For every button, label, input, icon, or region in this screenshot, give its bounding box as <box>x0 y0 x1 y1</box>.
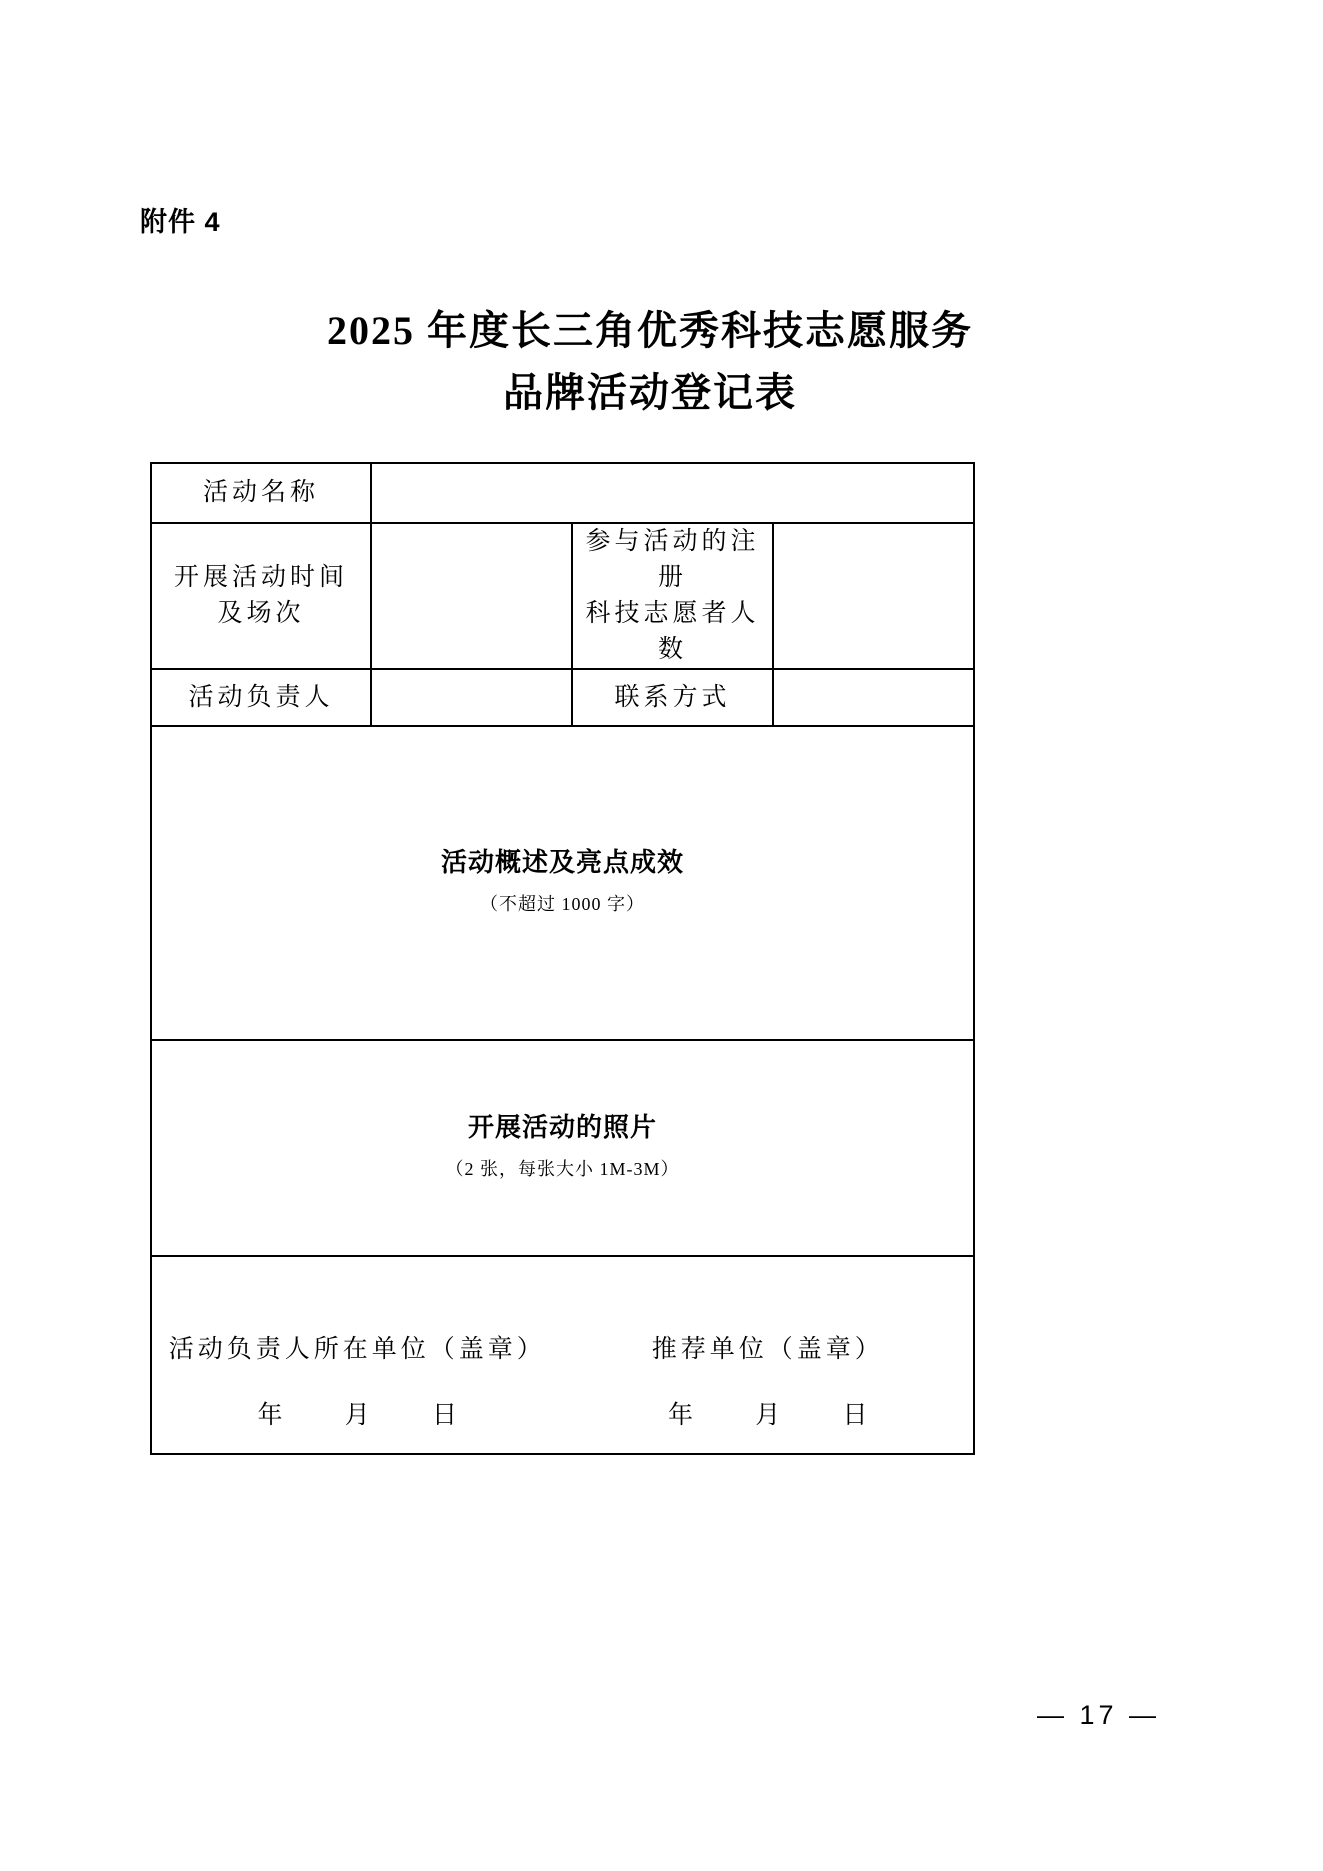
activity-name-input[interactable] <box>371 463 974 523</box>
summary-cell[interactable] <box>151 726 974 1040</box>
volunteer-count-input[interactable] <box>773 523 974 669</box>
table-row <box>151 1256 974 1454</box>
page-number: — 17 — <box>1036 1700 1160 1730</box>
photos-heading: 开展活动的照片 <box>467 1112 657 1142</box>
activity-time-label: 开展活动时间 及场次 <box>151 523 371 669</box>
contact-input[interactable] <box>773 669 974 726</box>
owner-unit-seal-label: 活动负责人所在单位（盖章） <box>168 1336 546 1363</box>
summary-note: （不超过 1000 字） <box>480 894 645 914</box>
volunteer-count-label: 参与活动的注册 科技志愿者人数 <box>572 523 773 669</box>
activity-time-input[interactable] <box>371 523 572 669</box>
table-row <box>151 726 974 1040</box>
page-title <box>150 300 1150 424</box>
table-row <box>151 669 974 726</box>
signature-cell[interactable] <box>151 1256 974 1454</box>
recommend-unit-seal-label: 推荐单位（盖章） <box>651 1336 884 1363</box>
contact-label: 联系方式 <box>572 669 773 726</box>
owner-unit-date: 年 月 日 <box>257 1402 485 1429</box>
photos-note: （2 张，每张大小 1M-3M） <box>445 1159 680 1179</box>
table-row <box>151 463 974 523</box>
table-row <box>151 523 974 669</box>
page-title-line1: 2025 年度长三角优秀科技志愿服务 <box>327 308 973 353</box>
summary-heading: 活动概述及亮点成效 <box>440 847 684 877</box>
table-row <box>151 1040 974 1256</box>
activity-name-label: 活动名称 <box>151 463 371 523</box>
owner-label: 活动负责人 <box>151 669 371 726</box>
attachment-label: 附件 4 <box>140 207 221 237</box>
registration-form-table <box>150 462 975 1455</box>
page-title-line2: 品牌活动登记表 <box>503 370 797 415</box>
owner-input[interactable] <box>371 669 572 726</box>
photos-cell[interactable] <box>151 1040 974 1256</box>
recommend-unit-date: 年 月 日 <box>667 1402 896 1429</box>
